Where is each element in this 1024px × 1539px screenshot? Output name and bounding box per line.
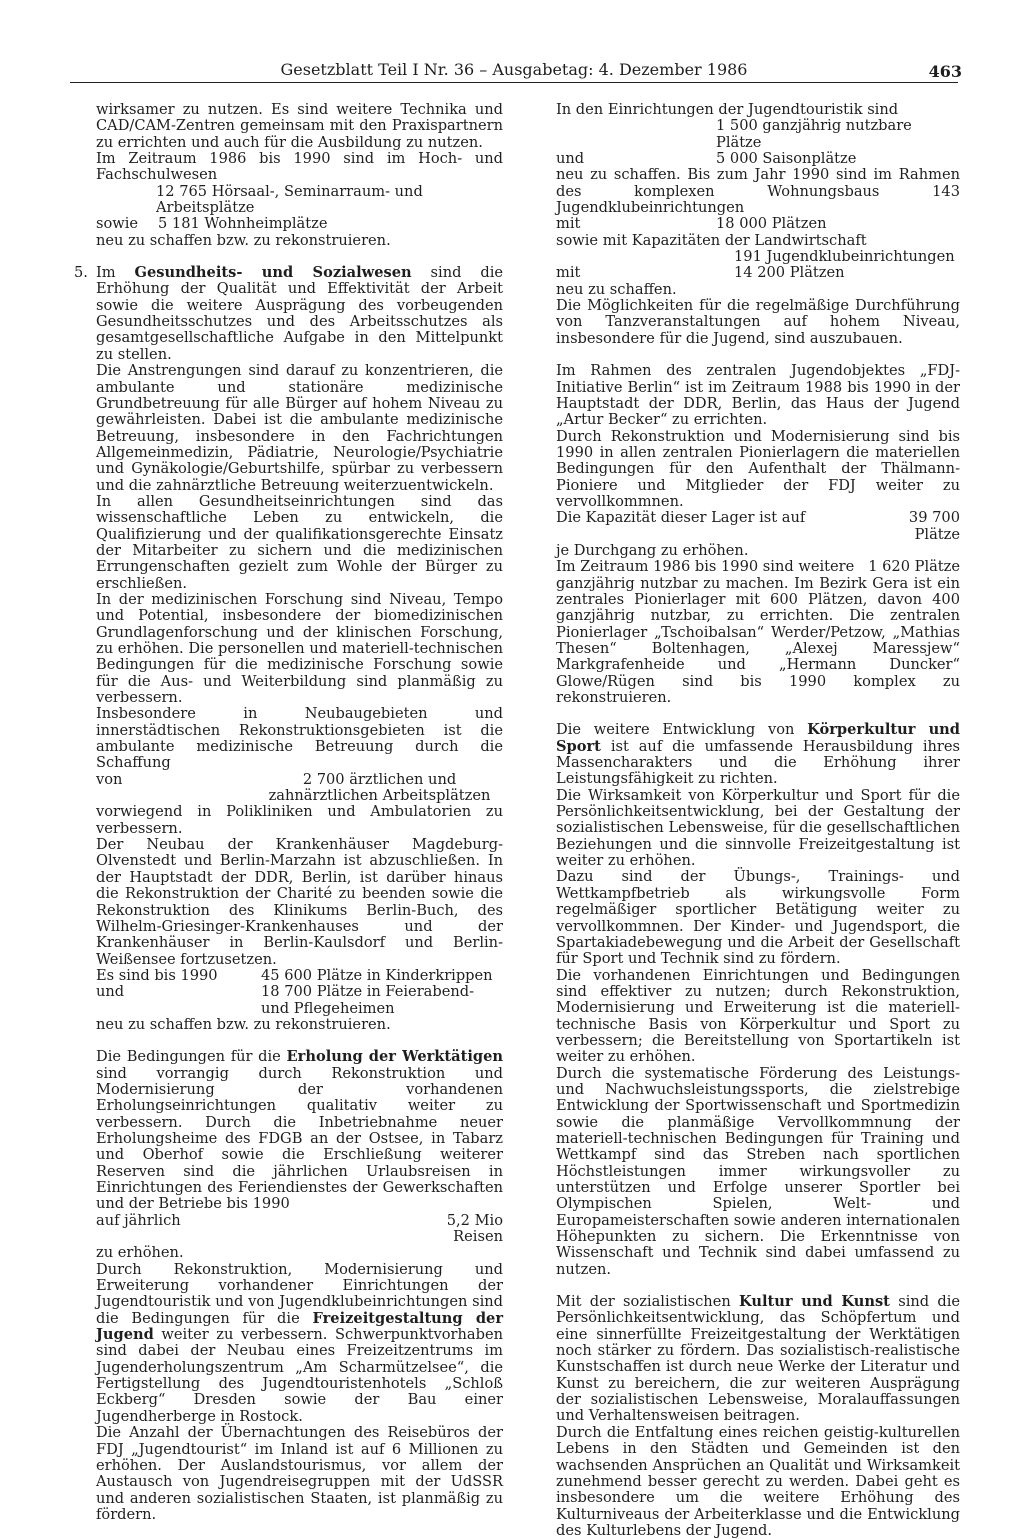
tabular-label: Es sind bis 1990 xyxy=(96,966,218,984)
right-column xyxy=(556,102,960,1539)
tabular-value: 18 700 Plätze in Feierabend- und Pflegeheimen xyxy=(261,983,475,1017)
paragraph: je Durchgang zu erhöhen. xyxy=(556,541,749,559)
paragraph xyxy=(556,1294,960,1425)
bold-term: Erholung der Werktätigen xyxy=(286,1048,503,1066)
tabular-label: und xyxy=(96,983,125,1001)
section-5 xyxy=(74,264,504,1033)
tabular-value: 5,2 Mio Reisen xyxy=(446,1211,503,1246)
paragraph: sowie mit Kapazitäten der Landwirtschaft xyxy=(556,231,867,249)
paragraph: Im Rahmen des zentralen Jugendobjektes „FDJ-Initiative Berlin“ ist im Zeitraum 1988 bis 1990 in der Hauptstadt der DDR, Berlin, das Haus der Jugend „Artur Becker“ zu errichten. xyxy=(556,362,960,429)
header-title: Gesetzblatt Teil I Nr. 36 – Ausgabetag: 4. Dezember 1986 xyxy=(280,60,748,79)
paragraph: Dazu sind der Übungs-, Trainings- und Wettkampfbetrieb als wirkungsvolle Form regelmäßiger sportlicher Betätigung weiter zu vervollkommnen. Der Kinder- und Jugendsport, die Spartakiadebewegung und die Arbeit der Gesellschaft für Sport und Technik sind zu fördern. xyxy=(556,868,960,968)
tabular-label: und xyxy=(556,150,585,168)
tabular-line: 12 765 Hörsaal-, Seminarraum- und Arbeitsplätze xyxy=(156,182,423,217)
paragraph: ganzjährig nutzbar zu machen. Im Bezirk Gera ist ein zentrales Pionierlager mit 600 Plätzen, davon 400 ganzjährig nutzbar, zu errichten. Die zentralen Pionierlager „Tschoibalsan“ Werder/Petzow, „Mathias Thesen“ Boltenhagen, „Alexej Maressjew“ Markgrafenheide und „Hermann Duncker“ Glowe/Rügen sind bis 1990 komplex zu rekonstruieren. xyxy=(556,574,960,707)
paragraph: Im Zeitraum 1986 bis 1990 sind im Hoch- und Fachschulwesen xyxy=(96,150,503,184)
tabular-row xyxy=(556,151,960,167)
section-number: 5. xyxy=(74,264,88,282)
text-run: Mit der sozialistischen xyxy=(556,1293,731,1311)
paragraph: neu zu schaffen. Bis zum Jahr 1990 sind im Rahmen des komplexen Wohnungsbaus 143 Jugendklubeinrichtungen xyxy=(556,166,960,217)
paragraph: Insbesondere in Neubaugebieten und innerstädtischen Rekonstruktionsgebieten ist die ambulante medizinische Betreuung durch die Schaffung xyxy=(96,705,503,772)
tabular-row xyxy=(556,559,960,575)
paragraph: Durch Rekonstruktion und Modernisierung sind bis 1990 in allen zentralen Pionierlagern die materiellen Bedingungen für den Aufenthalt der Thälmann-Pioniere und Mitglieder der FDJ weiter zu vervollkommnen. xyxy=(556,427,960,510)
tabular-value: 2 700 ärztlichen und zahnärztlichen Arbeitsplätzen xyxy=(268,770,491,805)
paragraph: Der Neubau der Krankenhäuser Magdeburg-Olvenstedt und Berlin-Marzahn ist abzuschließen. In der Hauptstadt der DDR, Berlin, ist darüber hinaus die Rekonstruktion der Charité zu beenden sowie die Rekonstruktion des Klinikums Berlin-Buch, des Wilhelm-Griesinger-Krankenhauses und der Krankenhäuser in Berlin-Kaulsdorf und Berlin-Weißensee fortzusetzen. xyxy=(96,836,503,968)
paragraph: wirksamer zu nutzen. Es sind weitere Technika und CAD/CAM-Zentren gemeinsam mit den Praxispartnern zu errichten und auch für die Ausbildung zu nutzen. xyxy=(96,101,503,151)
tabular-line: 191 Jugendklubeinrichtungen xyxy=(734,248,955,266)
tabular-line: 1 500 ganzjährig nutzbare Plätze xyxy=(716,117,912,151)
paragraph: neu zu schaffen. xyxy=(556,280,677,298)
tabular-row xyxy=(556,216,960,232)
paragraph: Die vorhandenen Einrichtungen und Bedingungen sind effektiver zu nutzen; durch Rekonstruktion, Modernisierung und Erweiterung ist die materiell-technische Basis von Körperkultur und Sport zu verbessern; die Bereitstellung von Sportartikeln ist weiter zu erhöhen. xyxy=(556,966,960,1066)
paragraph: Die Anzahl der Übernachtungen des Reisebüros der FDJ „Jugendtourist“ im Inland ist auf 6 Millionen zu erhöhen. Der Auslandstourismus, vor allem der Austausch von Jugendreisegruppen mit der UdSSR und anderen sozialistischen Staaten, ist planmäßig zu fördern. xyxy=(96,1424,503,1523)
left-column xyxy=(74,101,504,1523)
tabular-label: Im Zeitraum 1986 bis 1990 sind weitere xyxy=(556,558,855,576)
tabular-row xyxy=(96,772,503,805)
tabular-row xyxy=(96,984,503,1017)
text-run: Durch Rekonstruktion, Modernisierung und Erweiterung vorhandener Einrichtungen der Jugendtouristik und von Jugendklubeinrichtungen sind die Bedingungen für die xyxy=(96,1260,503,1327)
tabular-value: 45 600 Plätze in Kinderkrippen xyxy=(261,966,493,984)
bold-term: Kultur und Kunst xyxy=(739,1293,890,1311)
tabular-value: 14 200 Plätzen xyxy=(734,264,845,282)
text-run: sind vorrangig durch Rekonstruktion und Modernisierung der vorhandenen Erholungseinrichtungen qualitativ weiter zu verbessern. Durch die Inbetriebnahme neuer Erholungsheime des FDGB an der Ostsee, in Tabarz und Oberhof sowie die Erschließung weiterer Reserven sind die jährlichen Urlaubsreisen in Einrichtungen des Feriendienstes der Gewerkschaften und der Betriebe bis 1990 xyxy=(96,1064,503,1213)
text-run: sind die Erhöhung der Qualität und Effektivität der Arbeit sowie die weitere Ausprägung des vorbeugenden Gesundheitsschutzes und des Arbeitsschutzes als gesamtgesellschaftliche Aufgabe in den Mittelpunkt zu stellen. xyxy=(96,264,504,363)
paragraph: Durch die systematische Förderung des Leistungs- und Nachwuchsleistungssports, die zielstrebige Entwicklung der Sportwissenschaft und Sportmedizin sowie die planmäßige Vervollkommnung der materiell-technischen Bedingungen für Training und Wettkampf sind das Streben nach sportlichen Höchstleistungen immer wirkungsvoller zu unterstützen und Erfolge unserer Sportler bei Olympischen Spielen, Welt- und Europameisterschaften sowie anderen internationalen Höhepunkten zu sichern. Die Erkenntnisse von Wissenschaft und Technik sind dabei umfassend zu nutzen. xyxy=(556,1064,960,1278)
paragraph: In den Einrichtungen der Jugendtouristik sind xyxy=(556,101,899,118)
tabular-label: sowie xyxy=(96,215,139,233)
tabular-row xyxy=(556,510,960,543)
text-run: Im xyxy=(96,264,116,282)
paragraph xyxy=(96,265,503,363)
tabular-row xyxy=(96,216,503,232)
tabular-label: mit xyxy=(556,264,581,282)
paragraph xyxy=(96,1262,503,1425)
tabular-value: 39 700 Plätze xyxy=(908,509,960,543)
tabular-value: 1 620 Plätze xyxy=(868,558,960,576)
text-run: Die weitere Entwicklung von xyxy=(556,721,795,739)
bold-term: Gesundheits- und Sozialwesen xyxy=(134,264,412,282)
tabular-label: mit xyxy=(556,215,581,233)
paragraph: zu erhöhen. xyxy=(96,1244,184,1262)
paragraph xyxy=(556,722,960,787)
paragraph: neu zu schaffen bzw. zu rekonstruieren. xyxy=(96,231,391,249)
paragraph: vorwiegend in Polikliniken und Ambulatorien zu verbessern. xyxy=(96,803,503,837)
paragraph: Die Wirksamkeit von Körperkultur und Sport für die Persönlichkeitsentwicklung, bei der Gestaltung der sozialistischen Lebensweise, für die gesellschaftlichen Beziehungen und die sinnvolle Freizeitgestaltung ist weiter zu erhöhen. xyxy=(556,786,960,870)
paragraph: In allen Gesundheitseinrichtungen sind das wissenschaftliche Leben zu entwickeln, die Qualifizierung und der qualifikationsgerechte Einsatz der Mitarbeiter zu sichern und die medizinischen Errungenschaften gezielt zum Wohle der Bürger zu erschließen. xyxy=(96,492,503,592)
text-run: weiter zu verbessern. Schwerpunktvorhaben sind dabei der Neubau eines Freizeitzentrums im Jugenderholungszentrum „Am Scharmützelsee“, die Fertigstellung des Jugendtouristenhotels „Schloß Eckberg“ Dresden sowie der Bau einer Jugendherberge in Rostock. xyxy=(96,1326,504,1425)
paragraph: neu zu schaffen bzw. zu rekonstruieren. xyxy=(96,1015,391,1033)
tabular-label: von xyxy=(96,770,123,788)
paragraph: Durch die Entfaltung eines reichen geistig-kulturellen Lebens in den Städten und Gemeinden ist den wachsenden Ansprüchen an Qualität und Wirksamkeit zunehmend besser gerecht zu werden. Dabei geht es insbesondere um die weitere Erhöhung des Kulturniveaus der Arbeiterklasse und die Entwicklung des Kulturlebens der Jugend. xyxy=(556,1423,960,1539)
paragraph: In der medizinischen Forschung sind Niveau, Tempo und Potential, insbesondere der biomedizinischen Grundlagenforschung und der klinischen Forschung, zu erhöhen. Die personellen und materiell-technischen Bedingungen für die medizinische Forschung sowie für die Aus- und Weiterbildung sind planmäßig zu verbessern. xyxy=(96,590,503,707)
bold-term: Freizeitgestaltung der Jugend xyxy=(96,1309,504,1344)
text-run: sind die Persönlichkeitsentwicklung, das Schöpfertum und eine sinnerfüllte Freizeitgestaltung der Werktätigen noch stärker zu fördern. Das sozialistisch-realistische Kunstschaffen ist durch neue Werke der Literatur und Kunst zu bereichern, die zur weiteren Ausprägung der sozialistischen Lebensweise, Moralauffassungen und Verhaltensweisen beitragen. xyxy=(556,1293,961,1425)
tabular-row xyxy=(96,1213,503,1246)
paragraph xyxy=(96,1049,503,1212)
tabular-row xyxy=(556,265,960,281)
tabular-value: 5 181 Wohnheimplätze xyxy=(158,215,328,233)
tabular-row xyxy=(96,968,503,984)
bold-term: Körperkultur und Sport xyxy=(556,721,960,755)
page-header xyxy=(70,60,962,83)
tabular-value: 5 000 Saisonplätze xyxy=(716,150,857,168)
tabular-label: Die Kapazität dieser Lager ist auf xyxy=(556,509,806,527)
tabular-value: 18 000 Plätzen xyxy=(716,215,827,233)
tabular-label: auf jährlich xyxy=(96,1211,181,1229)
text-run: Die Bedingungen für die xyxy=(96,1048,281,1066)
text-run: ist auf die umfassende Herausbildung ihres Massencharakters und die Erhöhung ihrer Leistungsfähigkeit zu richten. xyxy=(556,737,961,788)
page-number: 463 xyxy=(928,62,962,81)
paragraph: Die Anstrengungen sind darauf zu konzentrieren, die ambulante und stationäre medizinische Grundbetreuung für alle Bürger auf hohem Niveau zu gewährleisten. Dabei ist die ambulante medizinische Betreuung, insbesondere in den Fachrichtungen Allgemeinmedizin, Pädiatrie, Neurologie/Psychiatrie und Gynäkologie/Geburtshilfe, spürbar zu verbessern und die zahnärztliche Betreuung weiterzuentwickeln. xyxy=(96,362,503,494)
paragraph: Die Möglichkeiten für die regelmäßige Durchführung von Tanzveranstaltungen auf hohem Niveau, insbesondere für die Jugend, sind auszubauen. xyxy=(556,297,960,347)
